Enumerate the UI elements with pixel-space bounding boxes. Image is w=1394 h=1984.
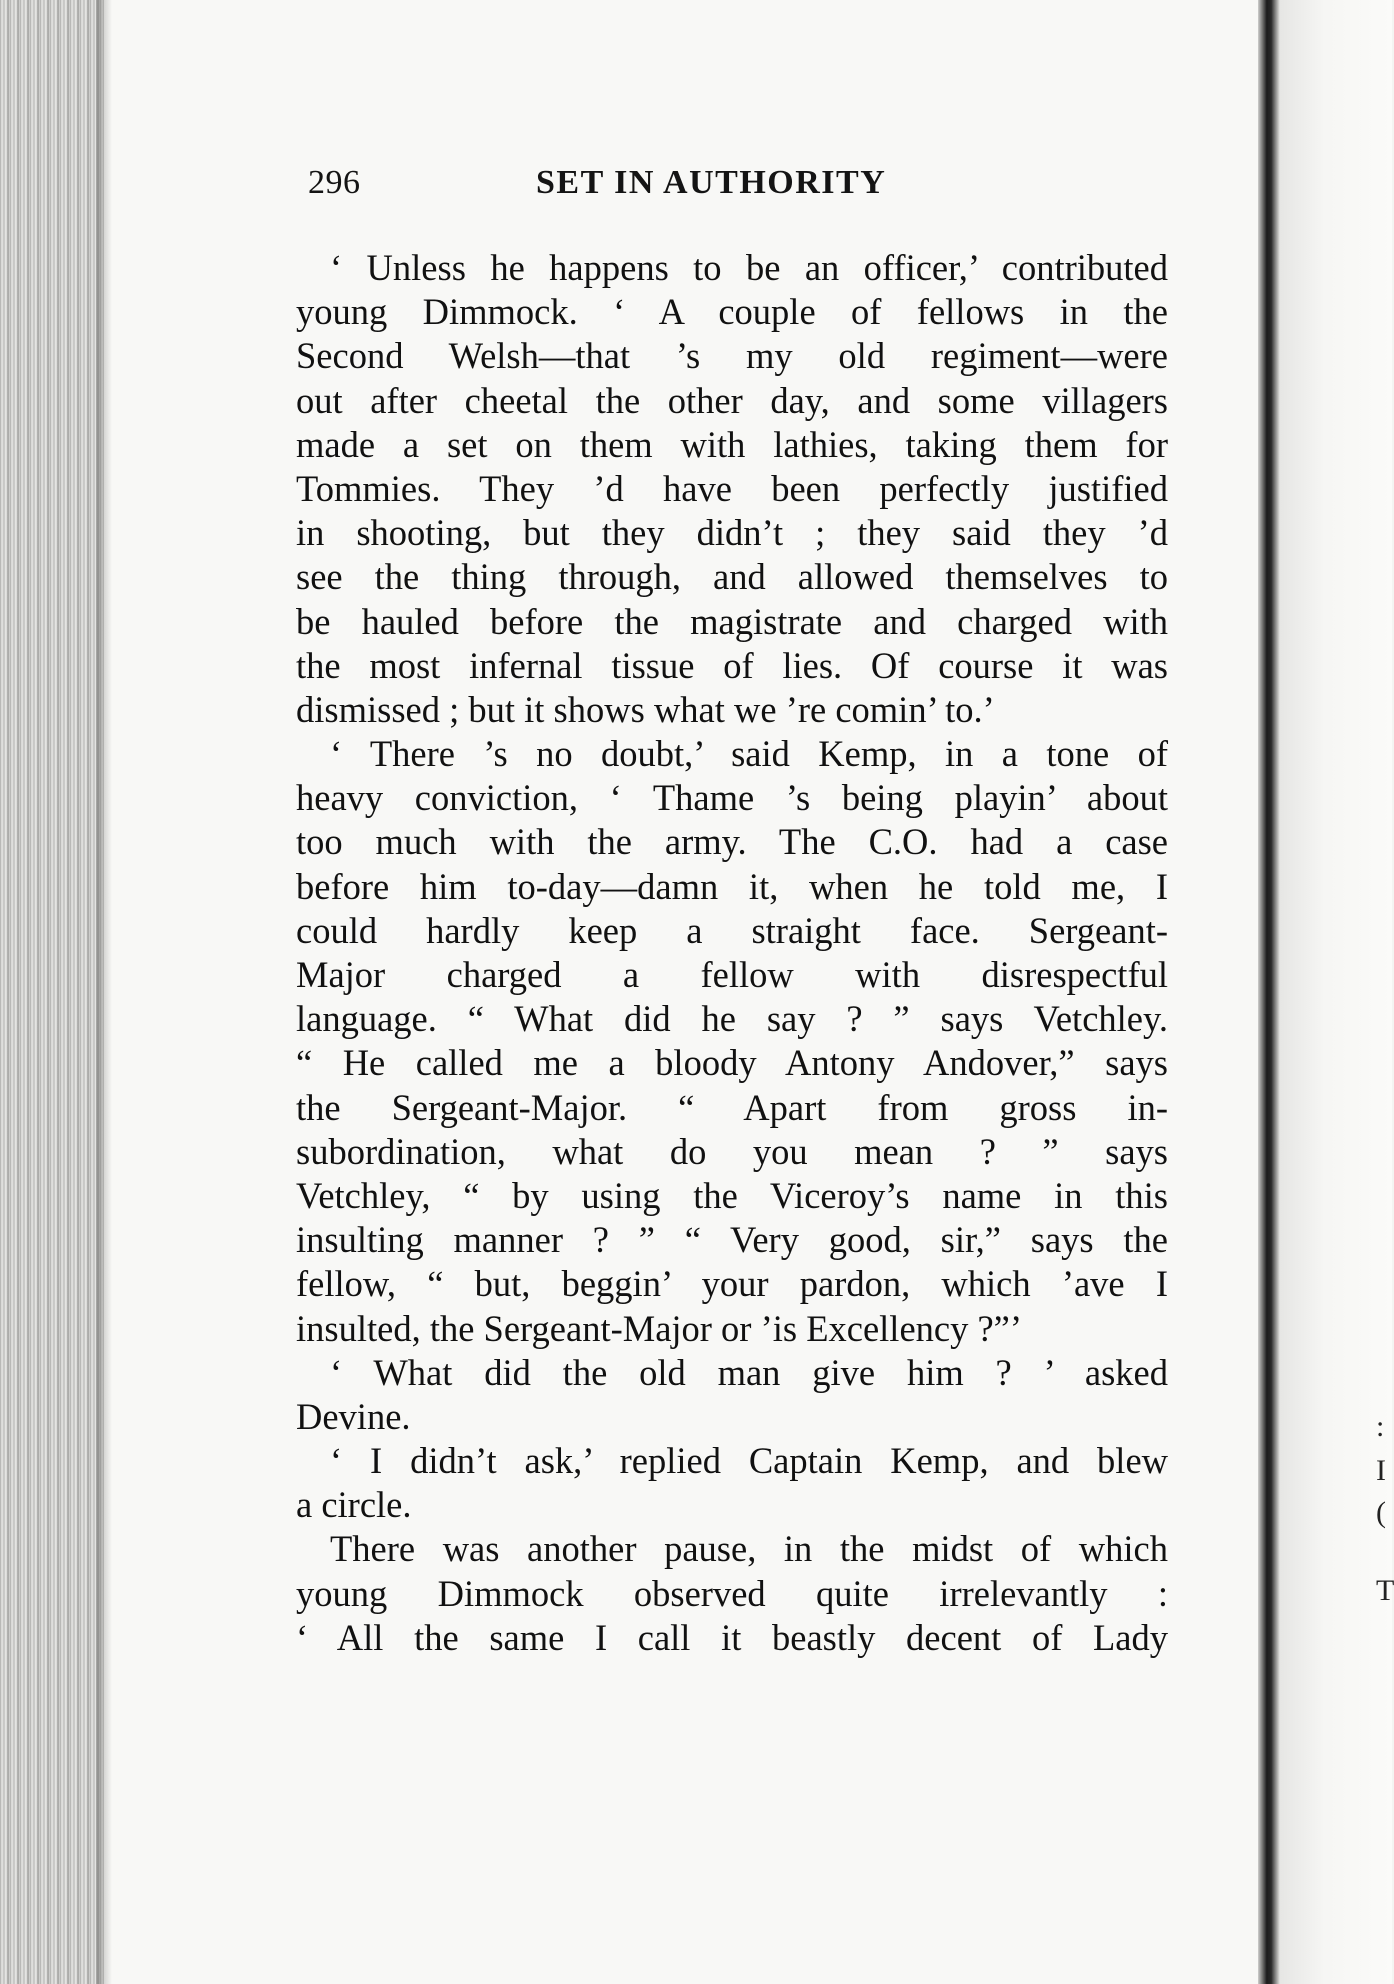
text-line: young Dimmock observed quite irrelevantly : (296, 1572, 1168, 1614)
text-line: Major charged a fellow with disrespectful (296, 954, 1168, 995)
text-line: “ He called me a bloody Antony Andover,” says (296, 1042, 1168, 1084)
facing-page-fragment: T (1376, 1574, 1394, 1607)
text-line: see the thing through, and allowed themselves to (296, 556, 1168, 598)
running-head: SET IN AUTHORITY (536, 164, 887, 201)
text-line: in shooting, but they didn’t ; they said they ’d (296, 512, 1168, 554)
text-line: before him to-day—damn it, when he told me, I (296, 865, 1168, 907)
text-line: Second Welsh—that ’s my old regiment—were (296, 335, 1168, 377)
text-line: Vetchley, “ by using the Viceroy’s name in this (296, 1174, 1168, 1216)
text-line: ‘ I didn’t ask,’ replied Captain Kemp, and blew (330, 1440, 1168, 1482)
text-line: heavy conviction, ‘ Thame ’s being playin’ about (296, 777, 1168, 819)
text-line: be hauled before the magistrate and charged with (296, 600, 1168, 642)
text-line: out after cheetal the other day, and some villagers (296, 379, 1168, 421)
text-line: There was another pause, in the midst of which (330, 1528, 1168, 1570)
text-line: ‘ Unless he happens to be an officer,’ contributed (330, 247, 1168, 288)
text-line: subordination, what do you mean ? ” says (296, 1130, 1168, 1172)
text-line: a circle. (296, 1484, 412, 1526)
text-line: fellow, “ but, beggin’ your pardon, which ’ave I (296, 1263, 1168, 1305)
facing-page-fragment: I (1376, 1454, 1386, 1487)
facing-page-fragment: ( (1376, 1496, 1386, 1529)
text-line: dismissed ; but it shows what we ’re comin’ to.’ (296, 688, 995, 730)
text-line: ‘ There ’s no doubt,’ said Kemp, in a tone of (330, 733, 1168, 775)
text-line: insulting manner ? ” “ Very good, sir,” says the (296, 1219, 1168, 1261)
text-line: ‘ What did the old man give him ? ’ asked (330, 1351, 1168, 1393)
book-gutter (1258, 0, 1280, 1984)
text-line: young Dimmock. ‘ A couple of fellows in the (296, 291, 1168, 333)
text-line: too much with the army. The C.O. had a case (296, 821, 1168, 863)
page-edge-stack (0, 0, 104, 1984)
text-line: ‘ All the same I call it beastly decent of Lady (296, 1616, 1168, 1658)
body-text (296, 246, 1168, 1660)
text-line: Tommies. They ’d have been perfectly justified (296, 467, 1168, 509)
text-line: Devine. (296, 1395, 411, 1437)
text-line: could hardly keep a straight face. Sergeant- (296, 909, 1168, 951)
facing-page (1280, 0, 1392, 1984)
text-line: language. “ What did he say ? ” says Vetchley. (296, 998, 1168, 1040)
text-line: the Sergeant-Major. “ Apart from gross in- (296, 1086, 1168, 1128)
page-header (308, 162, 948, 212)
text-line: the most infernal tissue of lies. Of course it was (296, 644, 1168, 686)
facing-page-fragment: : (1376, 1410, 1385, 1443)
page-number: 296 (308, 164, 361, 201)
page-edge-shadow (96, 0, 112, 1984)
text-line: insulted, the Sergeant-Major or ’is Excellency ?”’ (296, 1307, 1023, 1349)
text-line: made a set on them with lathies, taking them for (296, 423, 1168, 465)
